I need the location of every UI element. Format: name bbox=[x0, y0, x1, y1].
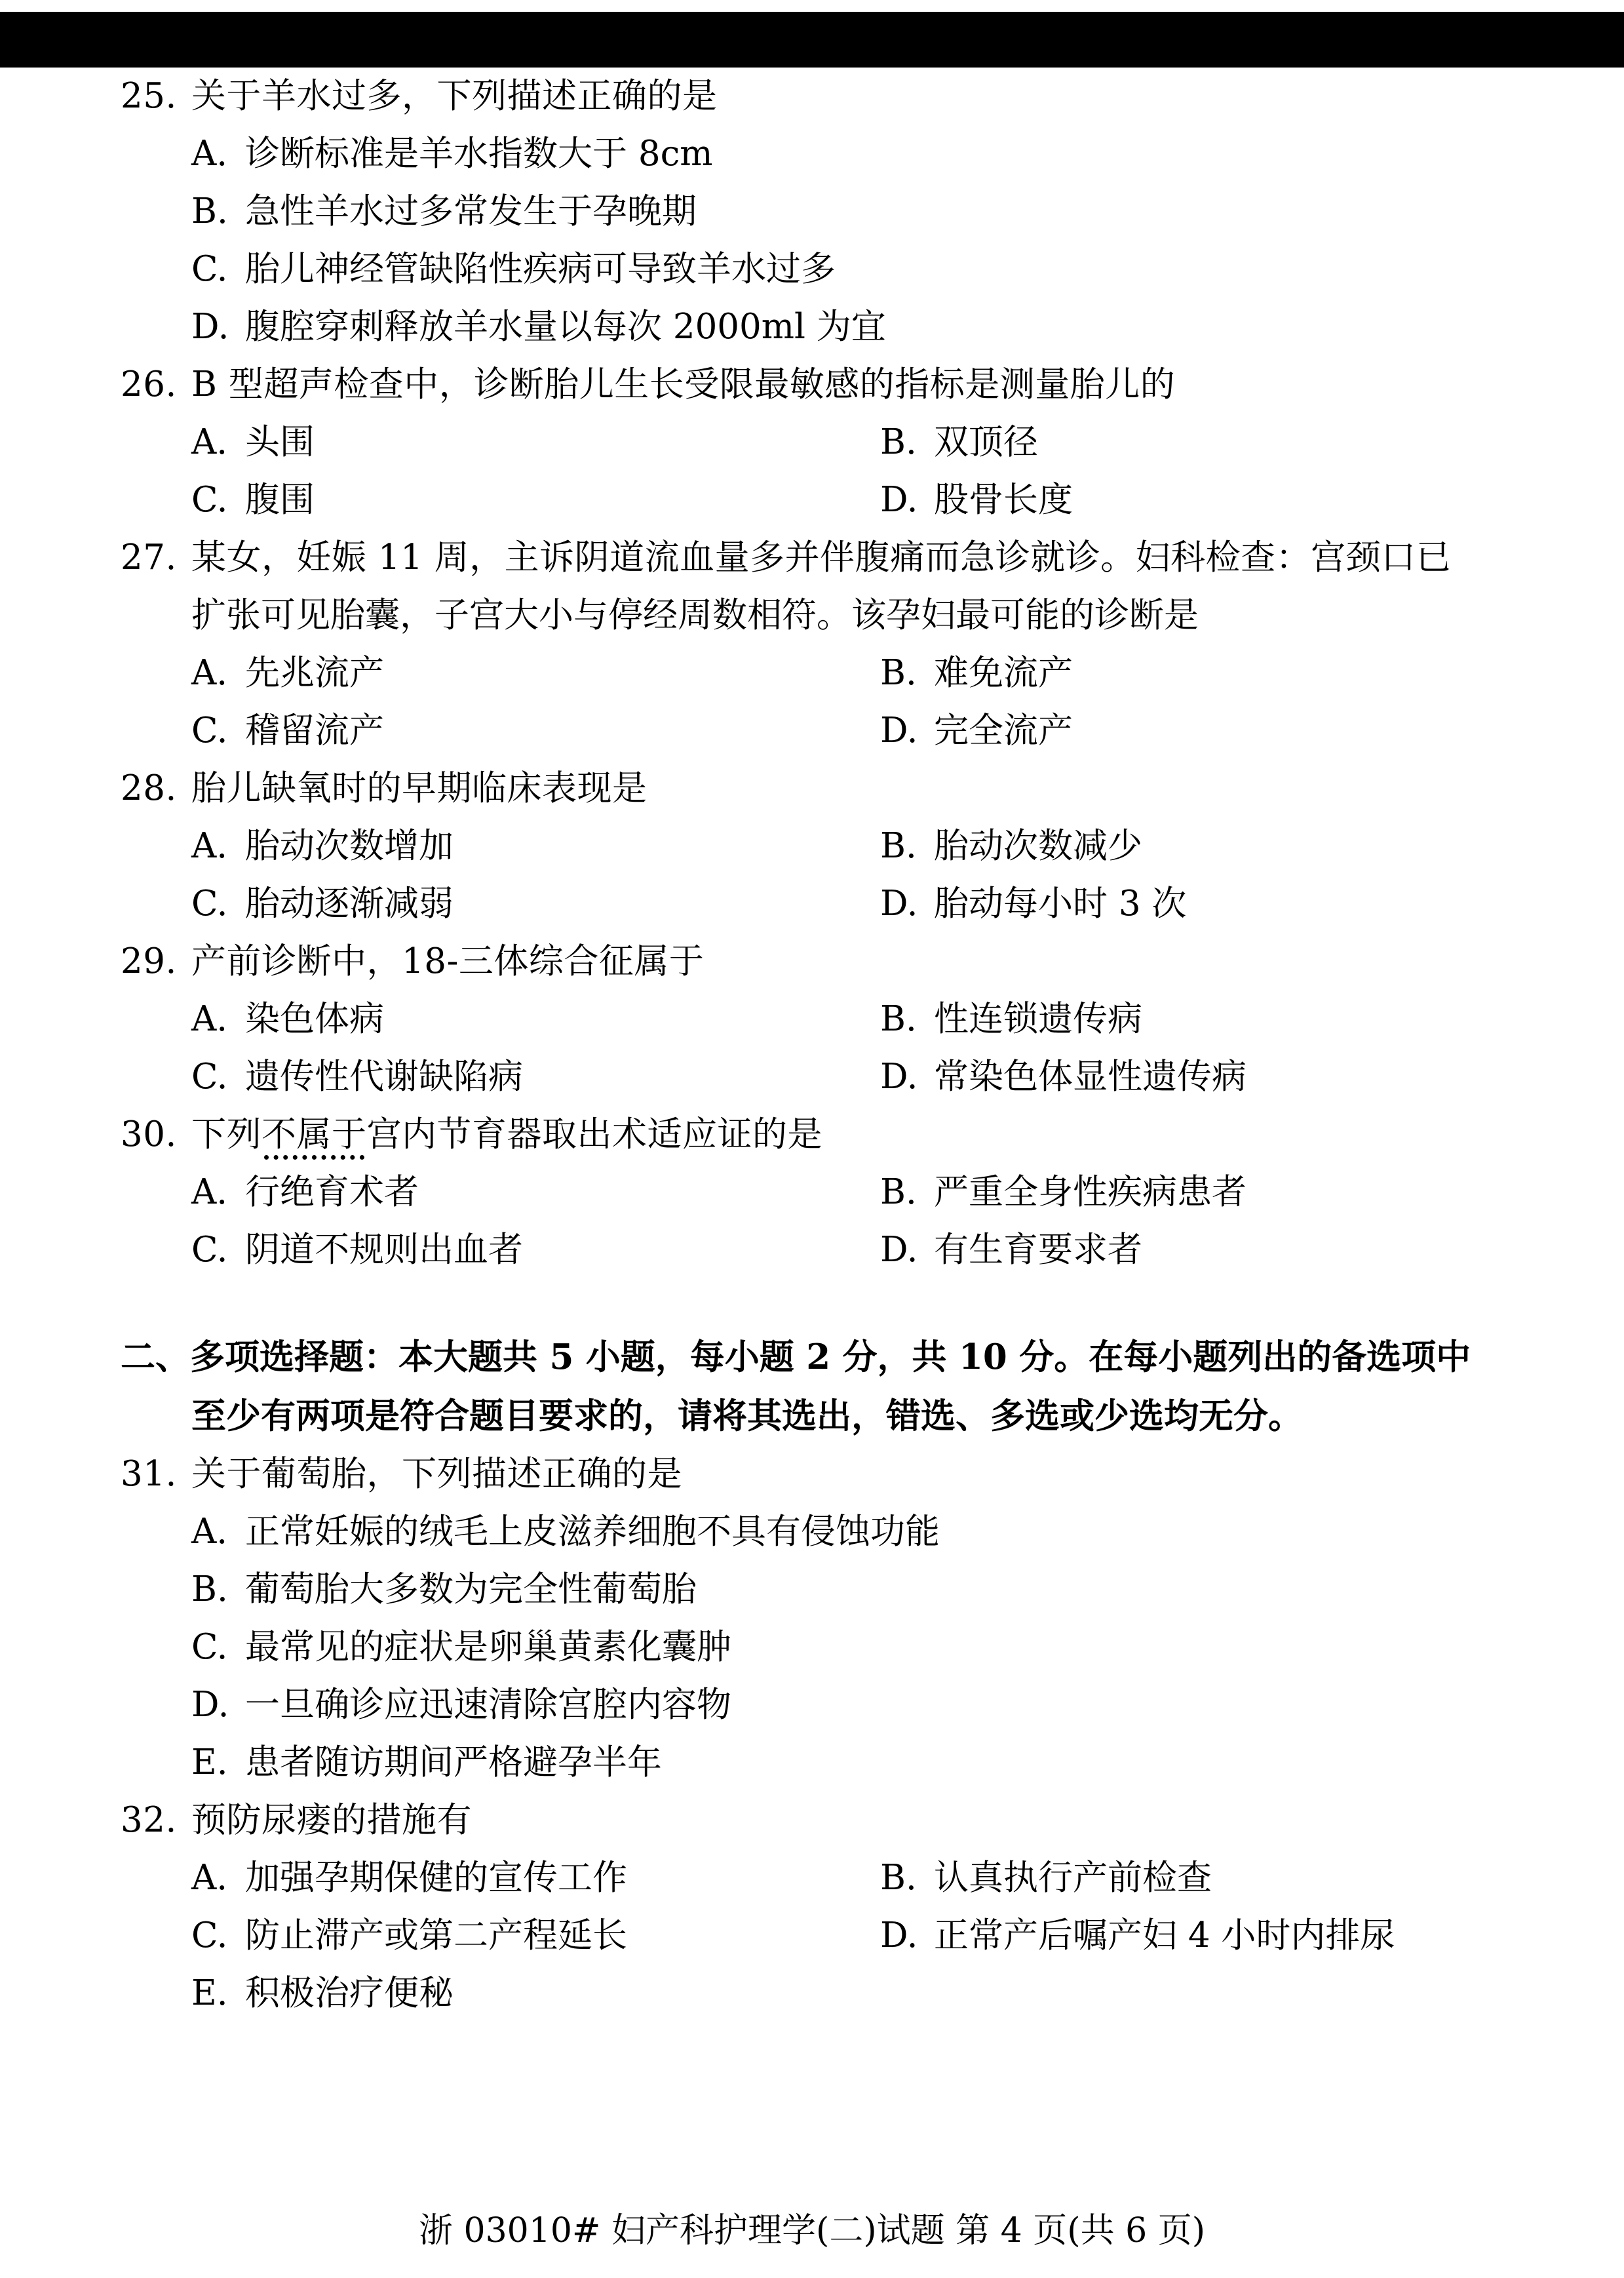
option-row bbox=[121, 1164, 1569, 1221]
option-text: 阴道不规则出血者 bbox=[245, 1230, 523, 1270]
option-letter: D. bbox=[880, 884, 918, 924]
option-text: 严重全身性疾病患者 bbox=[934, 1172, 1247, 1212]
option-row bbox=[121, 471, 1569, 529]
option-d[interactable] bbox=[191, 1676, 731, 1734]
option-text: 加强孕期保健的宣传工作 bbox=[245, 1858, 627, 1898]
option-c[interactable] bbox=[191, 702, 880, 760]
question-stem bbox=[121, 1792, 1569, 1849]
option-text: 常染色体显性遗传病 bbox=[934, 1057, 1247, 1097]
question-stem bbox=[121, 68, 1569, 125]
question-stem-text: 预防尿瘘的措施有 bbox=[191, 1800, 472, 1840]
option-letter: B. bbox=[880, 1858, 917, 1898]
option-d[interactable] bbox=[880, 1221, 1569, 1279]
option-row bbox=[121, 1561, 1569, 1619]
section-heading-line-2: 至少有两项是符合题目要求的，请将其选出，错选、多选或少选均无分。 bbox=[191, 1396, 1303, 1436]
stem-emphasis: 不属于 bbox=[261, 1106, 367, 1164]
option-row bbox=[121, 1849, 1569, 1907]
question-stem bbox=[121, 933, 1569, 991]
option-text: 难免流产 bbox=[934, 653, 1073, 693]
option-letter: E. bbox=[191, 1973, 228, 2013]
option-text: 性连锁遗传病 bbox=[934, 999, 1142, 1039]
option-row bbox=[121, 991, 1569, 1048]
question-stem-text: 某女，妊娠 11 周，主诉阴道流血量多并伴腹痛而急诊就诊。妇科检查：宫颈口已 bbox=[191, 538, 1452, 578]
option-text: 胎儿神经管缺陷性疾病可导致羊水过多 bbox=[245, 249, 836, 289]
option-c[interactable] bbox=[191, 1221, 880, 1279]
footer-text: 浙 03010# 妇产科护理学(二)试题 第 4 页(共 6 页) bbox=[418, 2211, 1205, 2250]
option-text: 行绝育术者 bbox=[245, 1172, 419, 1212]
option-letter: C. bbox=[191, 1915, 228, 1955]
option-letter: B. bbox=[191, 191, 228, 231]
option-row bbox=[121, 1503, 1569, 1561]
option-c[interactable] bbox=[191, 1048, 880, 1106]
question-stem-text: 胎儿缺氧时的早期临床表现是 bbox=[191, 768, 648, 808]
option-b[interactable] bbox=[880, 644, 1569, 702]
option-letter: C. bbox=[191, 1230, 228, 1270]
question-stem bbox=[121, 1106, 1569, 1164]
option-row bbox=[121, 644, 1569, 702]
question-stem-continuation: 扩张可见胎囊，子宫大小与停经周数相符。该孕妇最可能的诊断是 bbox=[191, 595, 1199, 635]
page-content bbox=[0, 68, 1624, 2022]
option-letter: A. bbox=[191, 1172, 228, 1212]
option-text: 稽留流产 bbox=[245, 711, 384, 751]
option-text: 正常产后嘱产妇 4 小时内排尿 bbox=[934, 1915, 1395, 1955]
option-letter: C. bbox=[191, 1627, 228, 1667]
option-letter: C. bbox=[191, 711, 228, 751]
option-letter: D. bbox=[191, 307, 229, 347]
question-number: 27. bbox=[121, 538, 177, 578]
section-two-heading bbox=[121, 1327, 1569, 1445]
option-text: 染色体病 bbox=[245, 999, 384, 1039]
option-b[interactable] bbox=[880, 817, 1569, 875]
option-text: 腹腔穿刺释放羊水量以每次 2000ml 为宜 bbox=[245, 307, 886, 347]
redaction-band bbox=[0, 12, 1624, 68]
option-letter: A. bbox=[191, 422, 228, 462]
question-stem bbox=[121, 1445, 1569, 1503]
question-31 bbox=[121, 1445, 1569, 1792]
option-b[interactable] bbox=[880, 1164, 1569, 1221]
option-d[interactable] bbox=[191, 298, 886, 356]
option-d[interactable] bbox=[880, 1048, 1569, 1106]
stem-suffix: 宫内节育器取出术适应证的是 bbox=[366, 1114, 822, 1154]
question-number: 30. bbox=[121, 1114, 177, 1154]
question-stem-text: 关于羊水过多，下列描述正确的是 bbox=[191, 76, 718, 116]
option-row bbox=[121, 1048, 1569, 1106]
option-text: 股骨长度 bbox=[934, 480, 1073, 520]
option-row bbox=[121, 125, 1569, 183]
option-row bbox=[121, 1619, 1569, 1676]
option-letter: A. bbox=[191, 134, 228, 174]
option-text: 正常妊娠的绒毛上皮滋养细胞不具有侵蚀功能 bbox=[245, 1512, 940, 1552]
question-number: 28. bbox=[121, 768, 177, 808]
option-text: 有生育要求者 bbox=[934, 1230, 1142, 1270]
option-letter: A. bbox=[191, 1858, 228, 1898]
option-text: 完全流产 bbox=[934, 711, 1073, 751]
option-row bbox=[121, 298, 1569, 356]
option-d[interactable] bbox=[880, 1907, 1569, 1965]
option-b[interactable] bbox=[880, 1849, 1569, 1907]
option-a[interactable] bbox=[191, 991, 880, 1048]
option-letter: A. bbox=[191, 826, 228, 866]
option-row bbox=[121, 817, 1569, 875]
option-row bbox=[121, 1221, 1569, 1279]
option-text: 胎动逐渐减弱 bbox=[245, 884, 454, 924]
question-29 bbox=[121, 933, 1569, 1106]
option-a[interactable] bbox=[191, 125, 713, 183]
option-text: 急性羊水过多常发生于孕晚期 bbox=[245, 191, 697, 231]
option-row bbox=[121, 183, 1569, 241]
option-a[interactable] bbox=[191, 1849, 880, 1907]
option-letter: A. bbox=[191, 653, 228, 693]
option-row bbox=[121, 241, 1569, 298]
option-c[interactable] bbox=[191, 241, 836, 298]
option-letter: B. bbox=[880, 422, 917, 462]
option-letter: B. bbox=[880, 1172, 917, 1212]
question-25 bbox=[121, 68, 1569, 356]
option-text: 积极治疗便秘 bbox=[245, 1973, 454, 2013]
option-a[interactable] bbox=[191, 817, 880, 875]
question-27 bbox=[121, 529, 1569, 760]
option-row bbox=[121, 414, 1569, 471]
option-letter: B. bbox=[880, 826, 917, 866]
page-footer bbox=[0, 2208, 1624, 2254]
option-text: 认真执行产前检查 bbox=[934, 1858, 1212, 1898]
option-text: 胎动次数增加 bbox=[245, 826, 454, 866]
option-letter: C. bbox=[191, 1057, 228, 1097]
option-text: 腹围 bbox=[245, 480, 315, 520]
option-d[interactable] bbox=[880, 471, 1569, 529]
option-letter: B. bbox=[880, 653, 917, 693]
option-c[interactable] bbox=[191, 875, 880, 933]
option-a[interactable] bbox=[191, 414, 880, 471]
question-stem-text: 关于葡萄胎，下列描述正确的是 bbox=[191, 1454, 682, 1494]
question-stem bbox=[121, 760, 1569, 817]
option-text: 葡萄胎大多数为完全性葡萄胎 bbox=[245, 1569, 697, 1609]
option-letter: B. bbox=[191, 1569, 228, 1609]
option-text: 头围 bbox=[245, 422, 315, 462]
option-text: 最常见的症状是卵巢黄素化囊肿 bbox=[245, 1627, 731, 1667]
question-stem bbox=[121, 529, 1569, 587]
question-number: 32. bbox=[121, 1800, 177, 1840]
question-28 bbox=[121, 760, 1569, 933]
section-heading-line-1: 二、多项选择题：本大题共 5 小题，每小题 2 分，共 10 分。在每小题列出的备选项中 bbox=[121, 1337, 1471, 1377]
question-number: 25. bbox=[121, 76, 177, 116]
option-row bbox=[121, 1907, 1569, 1965]
option-text: 先兆流产 bbox=[245, 653, 384, 693]
question-stem-text: 产前诊断中，18-三体综合征属于 bbox=[191, 941, 705, 981]
option-letter: D. bbox=[880, 1230, 918, 1270]
option-letter: D. bbox=[191, 1685, 229, 1725]
option-b[interactable] bbox=[191, 1561, 697, 1619]
option-letter: A. bbox=[191, 999, 228, 1039]
question-stem bbox=[121, 356, 1569, 414]
body-column bbox=[55, 68, 1569, 2022]
question-stem-text: B 型超声检查中，诊断胎儿生长受限最敏感的指标是测量胎儿的 bbox=[191, 364, 1176, 404]
option-text: 患者随访期间严格避孕半年 bbox=[245, 1742, 662, 1782]
option-row bbox=[121, 1676, 1569, 1734]
option-text: 双顶径 bbox=[934, 422, 1038, 462]
question-stem-text bbox=[191, 1106, 822, 1164]
option-c[interactable] bbox=[191, 471, 880, 529]
option-row bbox=[121, 1734, 1569, 1792]
option-letter: C. bbox=[191, 249, 228, 289]
stem-prefix: 下列 bbox=[191, 1114, 261, 1154]
option-c[interactable] bbox=[191, 1619, 731, 1676]
option-letter: D. bbox=[880, 1915, 918, 1955]
option-letter: D. bbox=[880, 1057, 918, 1097]
section-spacer bbox=[121, 1279, 1569, 1327]
option-a[interactable] bbox=[191, 1503, 940, 1561]
option-row bbox=[121, 875, 1569, 933]
option-letter: D. bbox=[880, 711, 918, 751]
option-b[interactable] bbox=[191, 183, 697, 241]
option-letter: B. bbox=[880, 999, 917, 1039]
question-30 bbox=[121, 1106, 1569, 1279]
option-letter: E. bbox=[191, 1742, 228, 1782]
question-32 bbox=[121, 1792, 1569, 2022]
option-row bbox=[121, 1965, 1569, 2022]
option-e[interactable] bbox=[191, 1734, 662, 1792]
option-d[interactable] bbox=[880, 702, 1569, 760]
option-text: 胎动每小时 3 次 bbox=[934, 884, 1187, 924]
option-letter: C. bbox=[191, 480, 228, 520]
question-26 bbox=[121, 356, 1569, 529]
option-a[interactable] bbox=[191, 1164, 880, 1221]
option-text: 防止滞产或第二产程延长 bbox=[245, 1915, 627, 1955]
option-row bbox=[121, 702, 1569, 760]
option-c[interactable] bbox=[191, 1907, 880, 1965]
option-a[interactable] bbox=[191, 644, 880, 702]
option-text: 一旦确诊应迅速清除宫腔内容物 bbox=[245, 1685, 731, 1725]
option-d[interactable] bbox=[880, 875, 1569, 933]
option-b[interactable] bbox=[880, 414, 1569, 471]
option-b[interactable] bbox=[880, 991, 1569, 1048]
question-number: 29. bbox=[121, 941, 177, 981]
option-text: 遗传性代谢缺陷病 bbox=[245, 1057, 523, 1097]
option-letter: A. bbox=[191, 1512, 228, 1552]
option-e[interactable] bbox=[191, 1965, 454, 2022]
option-text: 诊断标准是羊水指数大于 8cm bbox=[245, 134, 713, 174]
option-letter: D. bbox=[880, 480, 918, 520]
option-letter: C. bbox=[191, 884, 228, 924]
question-number: 31. bbox=[121, 1454, 177, 1494]
question-number: 26. bbox=[121, 364, 177, 404]
option-text: 胎动次数减少 bbox=[934, 826, 1142, 866]
